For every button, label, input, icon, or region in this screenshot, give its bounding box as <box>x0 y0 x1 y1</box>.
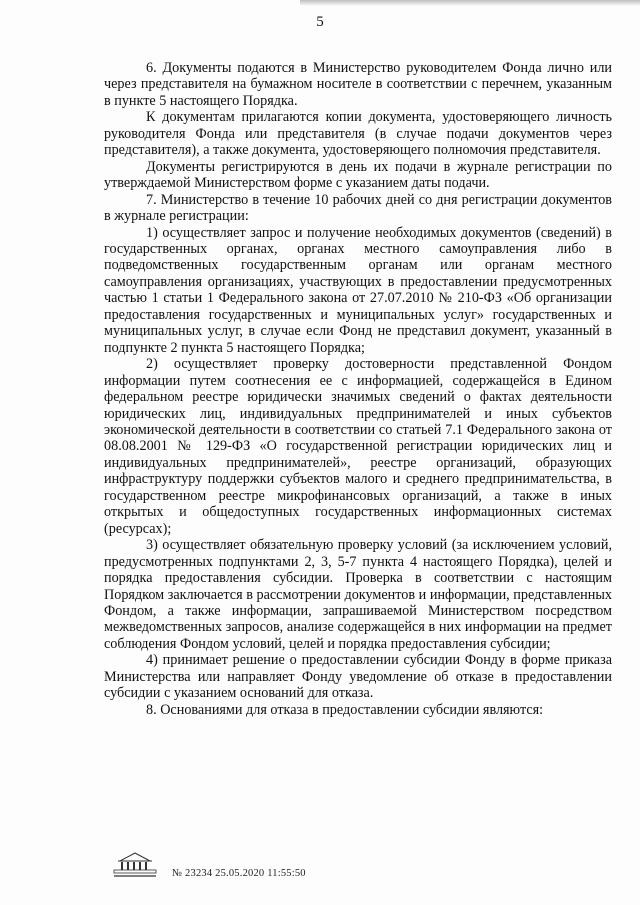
paragraph-7-4: 4) принимает решение о предоставлении субсидии Фонду в форме приказа Министерства или направляет Фонду уведомление об отказе в предоставлении субсидии с указанием оснований для отказа. <box>104 652 612 702</box>
paragraph-registration: Документы регистрируются в день их подачи в журнале регистрации по утверждаемой Министерством форме с указанием даты подачи. <box>104 158 612 192</box>
page-number: 5 <box>316 14 324 30</box>
paragraph-7-1: 1) осуществляет запрос и получение необходимых документов (сведений) в государственных органах, органах местного самоуправления либо в подведомственных государственным органам или органам местного самоуправления организациях, участвующих в предоставлении предусмотренных частью 1 статьи 1 Федерального закона от 27.07.2010 № 210-ФЗ «Об организации предоставления государственных и муниципальных услуг» государственных и муниципальных услуг, в случае если Фонд не представил документ, указанный в подпункте 2 пункта 5 настоящего Порядка; <box>104 224 612 356</box>
scan-shadow-edge <box>300 0 640 6</box>
document-id-timestamp: № 23234 25.05.2020 11:55:50 <box>172 868 306 879</box>
paragraph-7-3: 3) осуществляет обязательную проверку условий (за исключением условий, предусмотренных подпунктами 2, 3, 5-7 пункта 4 настоящего Порядка), целей и порядка предоставления субсидии. Проверка в соответствии с настоящим Порядком заключается в рассмотрении документов и информации, представленных Фондом, а также информации, запрашиваемой Министерством посредством межведомственных запросов, анализе содержащейся в них информации на предмет соблюдения Фондом условий, целей и порядка предоставления субсидии; <box>104 537 612 652</box>
paragraph-7-2: 2) осуществляет проверку достоверности представленной Фондом информации путем соотнесения ее с информацией, содержащейся в Едином федеральном реестре юридически значимых сведений о фактах деятельности юридических лиц, индивидуальных предпринимателей и иных субъектов экономической деятельности в соответствии со статьей 7.1 Федерального закона от 08.08.2001 № 129-ФЗ «О государственной регистрации юридических лиц и индивидуальных предпринимателей», реестре организаций, образующих инфраструктуру поддержки субъектов малого и среднего предпринимательства, в государственном реестре микрофинансовых организаций, а также в иных открытых и общедоступных государственных информационных системах (ресурсах); <box>104 356 612 537</box>
electronic-document-stamp-icon <box>112 850 158 878</box>
paragraph-8: 8. Основаниями для отказа в предоставлении субсидии являются: <box>146 701 544 718</box>
paragraph-6: 6. Документы подаются в Министерство руководителем Фонда лично или через представителя на бумажном носителе в соответствии с перечнем, указанным в пункте 5 настоящего Порядка. <box>104 60 612 109</box>
paragraph-attachments: К документам прилагаются копии документа, удостоверяющего личность руководителя Фонда или представителя (в случае подачи документов через представителя), а также документа, удостоверяющего полномочия представителя. <box>104 109 612 159</box>
document-body <box>104 60 612 718</box>
paragraph-7: 7. Министерство в течение 10 рабочих дней со дня регистрации документов в журнале регистрации: <box>104 191 612 225</box>
